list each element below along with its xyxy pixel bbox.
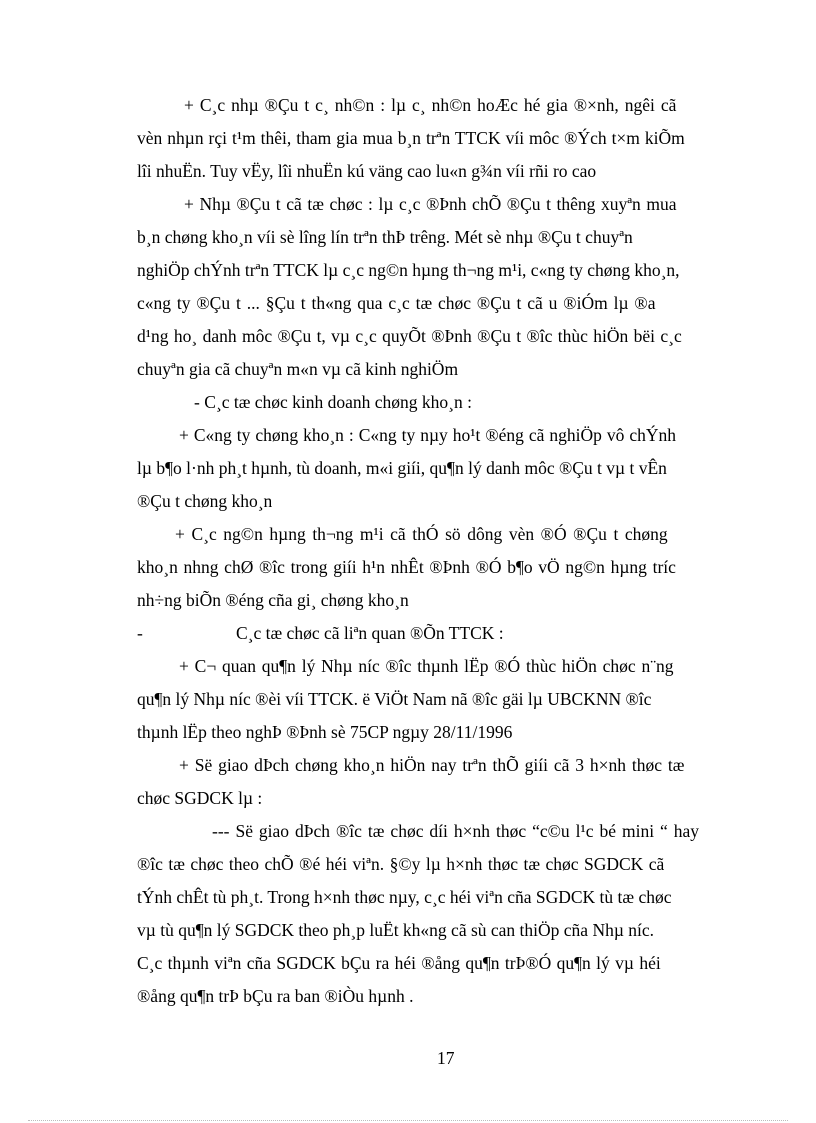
text-line-18: + C¬ quan qu¶n lý Nhµ níc ®îc thµnh lËp ®Ó thùc hiÖn chøc n¨ng — [179, 656, 674, 676]
text-line-17-heading: C¸c tæ chøc cã liªn quan ®Õn TTCK : — [236, 623, 504, 643]
text-line-6: nghiÖp chÝnh trªn TTCK lµ c¸c ng©n hµng th¬ng m¹i, c«ng ty chøng kho¸n, — [137, 260, 680, 280]
text-line-23: --- Së giao dÞch ®îc tæ chøc díi h×nh thøc “c©u l¹c bé mini “ hay — [212, 821, 700, 841]
text-line-20: thµnh lËp theo nghÞ ®Þnh sè 75CP ngµy 28/11/1996 — [137, 722, 513, 742]
text-line-11: + C«ng ty chøng kho¸n : C«ng ty nµy ho¹t ®éng cã nghiÖp vô chÝnh — [179, 425, 676, 445]
text-line-2: vèn nhµn rçi t¹m thêi, tham gia mua b¸n trªn TTCK víi môc ®Ých t×m kiÕm — [137, 128, 685, 148]
page-number: 17 — [437, 1048, 455, 1068]
text-line-14: + C¸c ng©n hµng th¬ng m¹i cã thÓ sö dông vèn ®Ó ®Çu t chøng — [175, 524, 668, 544]
text-line-3: lîi nhuËn. Tuy vËy, lîi nhuËn kú väng cao lu«n g¾n víi rñi ro cao — [137, 161, 597, 181]
text-line-27: C¸c thµnh viªn cña SGDCK bÇu ra héi ®ång qu¶n trÞ®Ó qu¶n lý vµ héi — [137, 953, 661, 973]
text-line-15: kho¸n nhng chØ ®îc trong giíi h¹n nhÊt ®Þnh ®Ó b¶o vÖ ng©n hµng tríc — [137, 557, 676, 577]
text-line-4: + Nhµ ®Çu t cã tæ chøc : lµ c¸c ®Þnh chÕ ®Çu t thêng xuyªn mua — [184, 194, 677, 214]
text-line-12: lµ b¶o l·nh ph¸t hµnh, tù doanh, m«i giíi, qu¶n lý danh môc ®Çu t vµ t vÊn — [137, 458, 667, 478]
text-line-25: tÝnh chÊt tù ph¸t. Trong h×nh thøc nµy, c¸c héi viªn cña SGDCK tù tæ chøc — [137, 887, 672, 907]
text-line-24: ®îc tæ chøc theo chÕ ®é héi viªn. §©y lµ h×nh thøc tæ chøc SGDCK cã — [137, 854, 665, 874]
text-line-22: chøc SGDCK lµ : — [137, 788, 263, 808]
text-line-28: ®ång qu¶n trÞ bÇu ra ban ®iÒu hµnh . — [137, 986, 414, 1006]
text-line-9: chuyªn gia cã chuyªn m«n vµ cã kinh nghiÖm — [137, 359, 459, 379]
text-line-16: nh÷ng biÕn ®éng cña gi¸ chøng kho¸n — [137, 590, 409, 610]
text-line-5: b¸n chøng kho¸n víi sè lîng lín trªn thÞ trêng. Mét sè nhµ ®Çu t chuyªn — [137, 227, 633, 247]
text-line-8: d¹ng ho¸ danh môc ®Çu t, vµ c¸c quyÕt ®Þnh ®Çu t ®îc thùc hiÖn bëi c¸c — [137, 326, 682, 346]
text-line-1: + C¸c nhµ ®Çu t c¸ nh©n : lµ c¸ nh©n hoÆc hé gia ®×nh, ngêi cã — [184, 95, 677, 115]
text-line-21: + Së giao dÞch chøng kho¸n hiÖn nay trªn thÕ giíi cã 3 h×nh thøc tæ — [179, 755, 685, 775]
text-line-17-dash: - — [137, 623, 143, 643]
text-line-13: ®Çu t chøng kho¸n — [137, 491, 273, 511]
page-bottom-rule — [28, 1120, 788, 1121]
text-line-7: c«ng ty ®Çu t ... §Çu t th«ng qua c¸c tæ chøc ®Çu t cã u ®iÓm lµ ®a — [137, 293, 656, 313]
text-line-19: qu¶n lý Nhµ níc ®èi víi TTCK. ë ViÖt Nam nã ®îc gäi lµ UBCKNN ®îc — [137, 689, 652, 709]
text-line-10: - C¸c tæ chøc kinh doanh chøng kho¸n : — [194, 392, 473, 412]
text-line-26: vµ tù qu¶n lý SGDCK theo ph¸p luËt kh«ng cã sù can thiÖp cña Nhµ níc. — [137, 920, 655, 940]
